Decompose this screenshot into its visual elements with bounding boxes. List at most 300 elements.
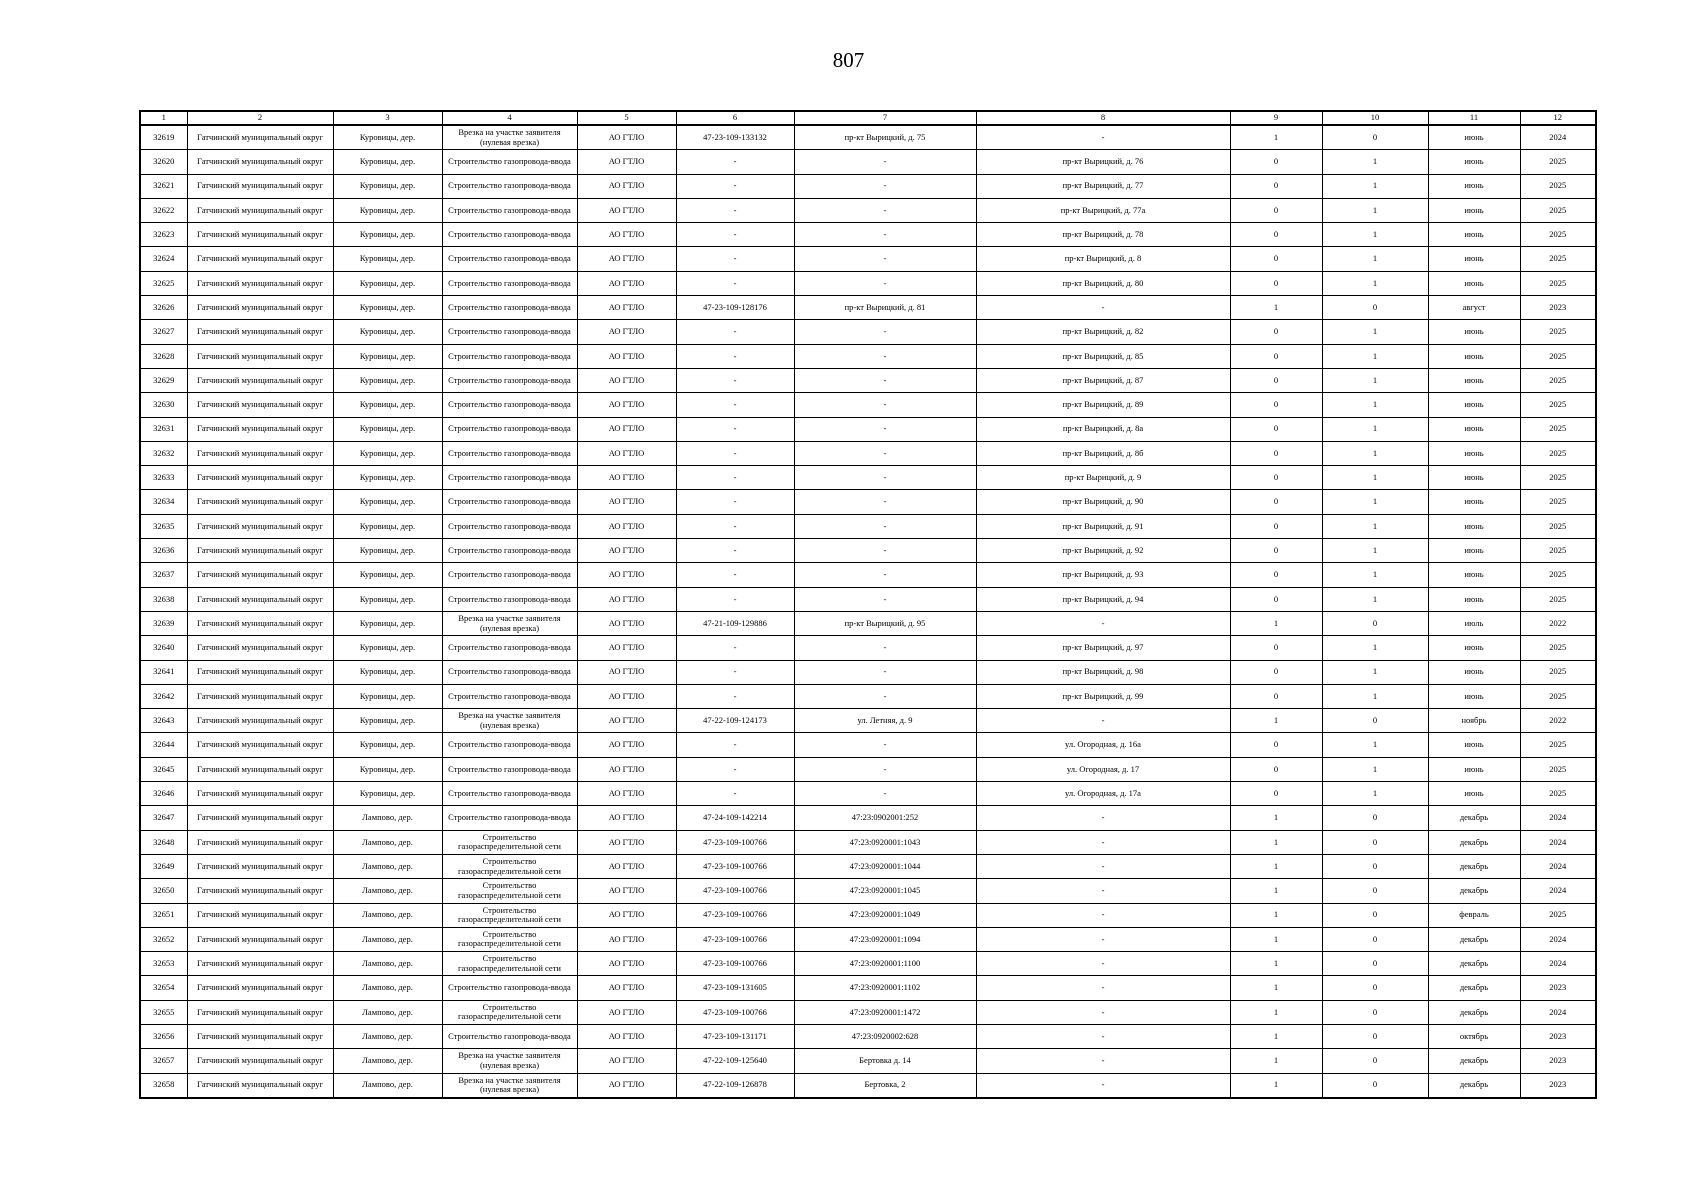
cell-row-number: 32631 [140, 417, 187, 441]
cell-count-a: 0 [1230, 514, 1322, 538]
cell-object-address: пр-кт Вырицкий, д. 81 [794, 296, 976, 320]
cell-count-b: 1 [1322, 150, 1428, 174]
cell-row-number: 32648 [140, 830, 187, 854]
table-row [140, 976, 1596, 1000]
cell-count-a: 0 [1230, 490, 1322, 514]
cell-object-address: 47:23:0902001:252 [794, 806, 976, 830]
cell-count-b: 0 [1322, 296, 1428, 320]
table-row [140, 952, 1596, 976]
cell-planned-address: - [976, 125, 1230, 150]
cell-planned-address: пр-кт Вырицкий, д. 80 [976, 271, 1230, 295]
cell-district: Гатчинский муниципальный округ [187, 466, 333, 490]
cell-planned-address: - [976, 1049, 1230, 1073]
cell-row-number: 32628 [140, 344, 187, 368]
cell-row-number: 32651 [140, 903, 187, 927]
cell-planned-address: пр-кт Вырицкий, д. 8а [976, 417, 1230, 441]
cell-settlement: Лампово, дер. [333, 830, 442, 854]
table-row [140, 854, 1596, 878]
cell-contract-number: - [676, 441, 794, 465]
cell-organization: АО ГТЛО [577, 125, 676, 150]
cell-count-a: 1 [1230, 611, 1322, 635]
cell-count-a: 0 [1230, 757, 1322, 781]
cell-row-number: 32637 [140, 563, 187, 587]
cell-count-b: 0 [1322, 1073, 1428, 1098]
cell-work-type: Строительство газопровода-ввода [442, 296, 577, 320]
cell-row-number: 32646 [140, 782, 187, 806]
cell-year: 2025 [1520, 684, 1596, 708]
cell-planned-address: - [976, 1073, 1230, 1098]
cell-object-address: 47:23:0920001:1102 [794, 976, 976, 1000]
cell-object-address: - [794, 587, 976, 611]
cell-object-address: - [794, 393, 976, 417]
cell-row-number: 32644 [140, 733, 187, 757]
table-row [140, 611, 1596, 635]
cell-contract-number: 47-22-109-124173 [676, 709, 794, 733]
cell-district: Гатчинский муниципальный округ [187, 927, 333, 951]
cell-district: Гатчинский муниципальный округ [187, 684, 333, 708]
page-number: 807 [832, 48, 865, 72]
column-header-9: 9 [1230, 111, 1322, 125]
header-row [140, 111, 1596, 125]
cell-row-number: 32658 [140, 1073, 187, 1098]
cell-year: 2025 [1520, 466, 1596, 490]
cell-planned-address: пр-кт Вырицкий, д. 87 [976, 368, 1230, 392]
cell-row-number: 32626 [140, 296, 187, 320]
cell-planned-address: - [976, 830, 1230, 854]
cell-contract-number: 47-23-109-100766 [676, 879, 794, 903]
cell-row-number: 32639 [140, 611, 187, 635]
cell-count-b: 0 [1322, 125, 1428, 150]
cell-organization: АО ГТЛО [577, 1000, 676, 1024]
cell-settlement: Куровицы, дер. [333, 417, 442, 441]
cell-object-address: 47:23:0920001:1100 [794, 952, 976, 976]
cell-contract-number: - [676, 563, 794, 587]
cell-month: июнь [1428, 636, 1520, 660]
cell-settlement: Куровицы, дер. [333, 125, 442, 150]
cell-count-a: 0 [1230, 393, 1322, 417]
cell-object-address: 47:23:0920001:1049 [794, 903, 976, 927]
cell-month: июнь [1428, 757, 1520, 781]
cell-count-b: 1 [1322, 563, 1428, 587]
cell-organization: АО ГТЛО [577, 563, 676, 587]
cell-contract-number: 47-23-109-131171 [676, 1024, 794, 1048]
cell-count-b: 1 [1322, 587, 1428, 611]
cell-settlement: Куровицы, дер. [333, 684, 442, 708]
cell-district: Гатчинский муниципальный округ [187, 563, 333, 587]
cell-district: Гатчинский муниципальный округ [187, 1000, 333, 1024]
cell-organization: АО ГТЛО [577, 539, 676, 563]
cell-row-number: 32630 [140, 393, 187, 417]
cell-year: 2024 [1520, 879, 1596, 903]
cell-object-address: - [794, 660, 976, 684]
table-row [140, 1049, 1596, 1073]
table-row [140, 927, 1596, 951]
cell-organization: АО ГТЛО [577, 1049, 676, 1073]
cell-planned-address: - [976, 976, 1230, 1000]
cell-district: Гатчинский муниципальный округ [187, 660, 333, 684]
cell-settlement: Куровицы, дер. [333, 174, 442, 198]
cell-object-address: - [794, 368, 976, 392]
cell-settlement: Куровицы, дер. [333, 296, 442, 320]
cell-month: июнь [1428, 490, 1520, 514]
cell-organization: АО ГТЛО [577, 223, 676, 247]
cell-month: декабрь [1428, 830, 1520, 854]
cell-year: 2025 [1520, 247, 1596, 271]
cell-count-a: 0 [1230, 466, 1322, 490]
cell-settlement: Лампово, дер. [333, 854, 442, 878]
cell-row-number: 32620 [140, 150, 187, 174]
cell-count-a: 0 [1230, 320, 1322, 344]
cell-organization: АО ГТЛО [577, 514, 676, 538]
cell-work-type: Строительство газораспределительной сети [442, 952, 577, 976]
cell-work-type: Строительство газопровода-ввода [442, 441, 577, 465]
cell-year: 2025 [1520, 757, 1596, 781]
cell-work-type: Строительство газопровода-ввода [442, 344, 577, 368]
cell-row-number: 32654 [140, 976, 187, 1000]
cell-count-b: 1 [1322, 466, 1428, 490]
cell-object-address: - [794, 514, 976, 538]
cell-work-type: Строительство газораспределительной сети [442, 903, 577, 927]
cell-organization: АО ГТЛО [577, 806, 676, 830]
cell-organization: АО ГТЛО [577, 952, 676, 976]
cell-district: Гатчинский муниципальный округ [187, 393, 333, 417]
cell-count-b: 0 [1322, 830, 1428, 854]
cell-year: 2023 [1520, 1049, 1596, 1073]
cell-organization: АО ГТЛО [577, 927, 676, 951]
cell-count-b: 1 [1322, 368, 1428, 392]
cell-object-address: 47:23:0920001:1043 [794, 830, 976, 854]
cell-count-b: 1 [1322, 539, 1428, 563]
cell-contract-number: 47-24-109-142214 [676, 806, 794, 830]
cell-count-a: 0 [1230, 223, 1322, 247]
cell-month: июнь [1428, 198, 1520, 222]
cell-planned-address: ул. Огородная, д. 16а [976, 733, 1230, 757]
cell-settlement: Куровицы, дер. [333, 490, 442, 514]
cell-row-number: 32636 [140, 539, 187, 563]
cell-planned-address: ул. Огородная, д. 17 [976, 757, 1230, 781]
cell-organization: АО ГТЛО [577, 854, 676, 878]
cell-count-a: 0 [1230, 733, 1322, 757]
cell-contract-number: 47-23-109-131605 [676, 976, 794, 1000]
cell-year: 2025 [1520, 344, 1596, 368]
cell-month: декабрь [1428, 854, 1520, 878]
cell-planned-address: пр-кт Вырицкий, д. 89 [976, 393, 1230, 417]
cell-count-b: 1 [1322, 393, 1428, 417]
cell-settlement: Куровицы, дер. [333, 757, 442, 781]
cell-row-number: 32647 [140, 806, 187, 830]
cell-contract-number: 47-23-109-100766 [676, 952, 794, 976]
cell-row-number: 32629 [140, 368, 187, 392]
cell-settlement: Куровицы, дер. [333, 660, 442, 684]
cell-settlement: Куровицы, дер. [333, 320, 442, 344]
cell-contract-number: - [676, 223, 794, 247]
cell-organization: АО ГТЛО [577, 733, 676, 757]
cell-contract-number: 47-23-109-128176 [676, 296, 794, 320]
cell-object-address: - [794, 198, 976, 222]
cell-row-number: 32640 [140, 636, 187, 660]
cell-count-b: 1 [1322, 733, 1428, 757]
cell-district: Гатчинский муниципальный округ [187, 1024, 333, 1048]
cell-organization: АО ГТЛО [577, 611, 676, 635]
cell-count-a: 0 [1230, 563, 1322, 587]
cell-object-address: - [794, 174, 976, 198]
cell-count-b: 1 [1322, 344, 1428, 368]
cell-contract-number: - [676, 782, 794, 806]
cell-month: июнь [1428, 733, 1520, 757]
cell-district: Гатчинский муниципальный округ [187, 709, 333, 733]
cell-count-b: 1 [1322, 247, 1428, 271]
cell-count-b: 1 [1322, 782, 1428, 806]
cell-month: июнь [1428, 247, 1520, 271]
cell-month: июнь [1428, 660, 1520, 684]
cell-count-a: 1 [1230, 952, 1322, 976]
cell-row-number: 32635 [140, 514, 187, 538]
table-row [140, 320, 1596, 344]
cell-organization: АО ГТЛО [577, 879, 676, 903]
cell-district: Гатчинский муниципальный округ [187, 587, 333, 611]
cell-row-number: 32632 [140, 441, 187, 465]
cell-planned-address: пр-кт Вырицкий, д. 76 [976, 150, 1230, 174]
cell-settlement: Куровицы, дер. [333, 636, 442, 660]
cell-object-address: 47:23:0920001:1044 [794, 854, 976, 878]
cell-year: 2025 [1520, 563, 1596, 587]
cell-year: 2025 [1520, 903, 1596, 927]
table-row [140, 636, 1596, 660]
registry-table [139, 110, 1597, 1099]
cell-count-b: 0 [1322, 854, 1428, 878]
cell-count-a: 1 [1230, 806, 1322, 830]
cell-month: июнь [1428, 223, 1520, 247]
cell-district: Гатчинский муниципальный округ [187, 344, 333, 368]
table-row [140, 539, 1596, 563]
cell-organization: АО ГТЛО [577, 757, 676, 781]
cell-month: июнь [1428, 271, 1520, 295]
cell-count-a: 0 [1230, 441, 1322, 465]
table-row [140, 587, 1596, 611]
cell-district: Гатчинский муниципальный округ [187, 636, 333, 660]
cell-count-b: 0 [1322, 611, 1428, 635]
cell-year: 2025 [1520, 441, 1596, 465]
cell-month: декабрь [1428, 1000, 1520, 1024]
column-header-6: 6 [676, 111, 794, 125]
cell-contract-number: - [676, 174, 794, 198]
cell-district: Гатчинский муниципальный округ [187, 223, 333, 247]
cell-settlement: Куровицы, дер. [333, 223, 442, 247]
cell-district: Гатчинский муниципальный округ [187, 368, 333, 392]
cell-contract-number: - [676, 636, 794, 660]
cell-planned-address: пр-кт Вырицкий, д. 85 [976, 344, 1230, 368]
cell-row-number: 32622 [140, 198, 187, 222]
cell-contract-number: - [676, 393, 794, 417]
cell-month: июнь [1428, 368, 1520, 392]
table-row [140, 441, 1596, 465]
cell-organization: АО ГТЛО [577, 1024, 676, 1048]
cell-contract-number: 47-23-109-100766 [676, 1000, 794, 1024]
cell-work-type: Строительство газопровода-ввода [442, 466, 577, 490]
table-row [140, 490, 1596, 514]
cell-planned-address: пр-кт Вырицкий, д. 77 [976, 174, 1230, 198]
cell-year: 2025 [1520, 782, 1596, 806]
cell-month: июнь [1428, 125, 1520, 150]
table-row [140, 514, 1596, 538]
cell-planned-address: пр-кт Вырицкий, д. 93 [976, 563, 1230, 587]
cell-district: Гатчинский муниципальный округ [187, 952, 333, 976]
cell-planned-address: пр-кт Вырицкий, д. 92 [976, 539, 1230, 563]
cell-organization: АО ГТЛО [577, 903, 676, 927]
cell-district: Гатчинский муниципальный округ [187, 976, 333, 1000]
cell-object-address: - [794, 441, 976, 465]
cell-object-address: - [794, 417, 976, 441]
cell-month: июнь [1428, 587, 1520, 611]
cell-district: Гатчинский муниципальный округ [187, 174, 333, 198]
cell-organization: АО ГТЛО [577, 976, 676, 1000]
cell-row-number: 32652 [140, 927, 187, 951]
cell-year: 2024 [1520, 125, 1596, 150]
cell-planned-address: пр-кт Вырицкий, д. 97 [976, 636, 1230, 660]
cell-object-address: - [794, 757, 976, 781]
cell-object-address: пр-кт Вырицкий, д. 75 [794, 125, 976, 150]
cell-year: 2025 [1520, 490, 1596, 514]
cell-month: июнь [1428, 514, 1520, 538]
cell-organization: АО ГТЛО [577, 417, 676, 441]
cell-planned-address: - [976, 1000, 1230, 1024]
cell-settlement: Куровицы, дер. [333, 247, 442, 271]
cell-planned-address: пр-кт Вырицкий, д. 77а [976, 198, 1230, 222]
column-header-4: 4 [442, 111, 577, 125]
cell-contract-number: - [676, 466, 794, 490]
cell-month: июль [1428, 611, 1520, 635]
cell-planned-address: пр-кт Вырицкий, д. 82 [976, 320, 1230, 344]
cell-count-a: 0 [1230, 782, 1322, 806]
cell-object-address: - [794, 320, 976, 344]
cell-row-number: 32655 [140, 1000, 187, 1024]
cell-organization: АО ГТЛО [577, 320, 676, 344]
cell-year: 2025 [1520, 733, 1596, 757]
cell-count-b: 0 [1322, 976, 1428, 1000]
cell-contract-number: - [676, 417, 794, 441]
table-row [140, 830, 1596, 854]
cell-work-type: Врезка на участке заявителя (нулевая врезка) [442, 611, 577, 635]
cell-work-type: Строительство газопровода-ввода [442, 320, 577, 344]
cell-contract-number: - [676, 150, 794, 174]
column-header-2: 2 [187, 111, 333, 125]
cell-contract-number: - [676, 320, 794, 344]
cell-contract-number: - [676, 660, 794, 684]
cell-settlement: Лампово, дер. [333, 1024, 442, 1048]
cell-work-type: Строительство газопровода-ввода [442, 514, 577, 538]
cell-year: 2025 [1520, 368, 1596, 392]
cell-work-type: Строительство газопровода-ввода [442, 587, 577, 611]
table-row [140, 125, 1596, 150]
cell-year: 2025 [1520, 539, 1596, 563]
cell-organization: АО ГТЛО [577, 466, 676, 490]
cell-work-type: Строительство газопровода-ввода [442, 733, 577, 757]
table-row [140, 1000, 1596, 1024]
cell-settlement: Лампово, дер. [333, 952, 442, 976]
cell-count-b: 0 [1322, 1024, 1428, 1048]
cell-year: 2022 [1520, 611, 1596, 635]
cell-settlement: Куровицы, дер. [333, 271, 442, 295]
cell-planned-address: пр-кт Вырицкий, д. 91 [976, 514, 1230, 538]
table-row [140, 393, 1596, 417]
cell-planned-address: - [976, 854, 1230, 878]
cell-month: декабрь [1428, 1073, 1520, 1098]
cell-organization: АО ГТЛО [577, 490, 676, 514]
cell-year: 2024 [1520, 830, 1596, 854]
cell-year: 2025 [1520, 174, 1596, 198]
cell-year: 2025 [1520, 417, 1596, 441]
cell-count-a: 0 [1230, 271, 1322, 295]
cell-work-type: Врезка на участке заявителя (нулевая врезка) [442, 125, 577, 150]
cell-district: Гатчинский муниципальный округ [187, 879, 333, 903]
cell-contract-number: - [676, 198, 794, 222]
cell-count-a: 0 [1230, 636, 1322, 660]
cell-row-number: 32625 [140, 271, 187, 295]
column-header-8: 8 [976, 111, 1230, 125]
cell-count-b: 0 [1322, 709, 1428, 733]
cell-contract-number: - [676, 271, 794, 295]
cell-contract-number: 47-23-109-100766 [676, 903, 794, 927]
cell-district: Гатчинский муниципальный округ [187, 782, 333, 806]
cell-year: 2024 [1520, 927, 1596, 951]
cell-year: 2025 [1520, 150, 1596, 174]
cell-count-a: 1 [1230, 1024, 1322, 1048]
cell-settlement: Куровицы, дер. [333, 709, 442, 733]
cell-count-a: 0 [1230, 150, 1322, 174]
cell-month: июнь [1428, 344, 1520, 368]
table-row [140, 684, 1596, 708]
cell-count-b: 1 [1322, 271, 1428, 295]
cell-month: июнь [1428, 684, 1520, 708]
cell-district: Гатчинский муниципальный округ [187, 150, 333, 174]
cell-year: 2025 [1520, 271, 1596, 295]
cell-work-type: Строительство газопровода-ввода [442, 150, 577, 174]
cell-work-type: Строительство газопровода-ввода [442, 539, 577, 563]
cell-organization: АО ГТЛО [577, 684, 676, 708]
cell-object-address: - [794, 150, 976, 174]
cell-row-number: 32643 [140, 709, 187, 733]
cell-district: Гатчинский муниципальный округ [187, 490, 333, 514]
table-row [140, 247, 1596, 271]
cell-count-a: 1 [1230, 854, 1322, 878]
table-row [140, 223, 1596, 247]
table-row [140, 733, 1596, 757]
cell-contract-number: - [676, 490, 794, 514]
cell-settlement: Лампово, дер. [333, 1000, 442, 1024]
cell-district: Гатчинский муниципальный округ [187, 125, 333, 150]
cell-district: Гатчинский муниципальный округ [187, 830, 333, 854]
cell-object-address: - [794, 636, 976, 660]
cell-row-number: 32633 [140, 466, 187, 490]
cell-district: Гатчинский муниципальный округ [187, 539, 333, 563]
cell-count-a: 0 [1230, 684, 1322, 708]
cell-planned-address: - [976, 903, 1230, 927]
table-body [140, 125, 1596, 1098]
cell-count-a: 1 [1230, 903, 1322, 927]
cell-contract-number: 47-23-109-100766 [676, 927, 794, 951]
cell-organization: АО ГТЛО [577, 247, 676, 271]
cell-row-number: 32642 [140, 684, 187, 708]
cell-organization: АО ГТЛО [577, 198, 676, 222]
cell-month: октябрь [1428, 1024, 1520, 1048]
cell-row-number: 32657 [140, 1049, 187, 1073]
cell-work-type: Врезка на участке заявителя (нулевая врезка) [442, 1073, 577, 1098]
cell-organization: АО ГТЛО [577, 441, 676, 465]
cell-planned-address: пр-кт Вырицкий, д. 8б [976, 441, 1230, 465]
cell-count-a: 1 [1230, 709, 1322, 733]
cell-contract-number: - [676, 344, 794, 368]
cell-count-b: 0 [1322, 1000, 1428, 1024]
